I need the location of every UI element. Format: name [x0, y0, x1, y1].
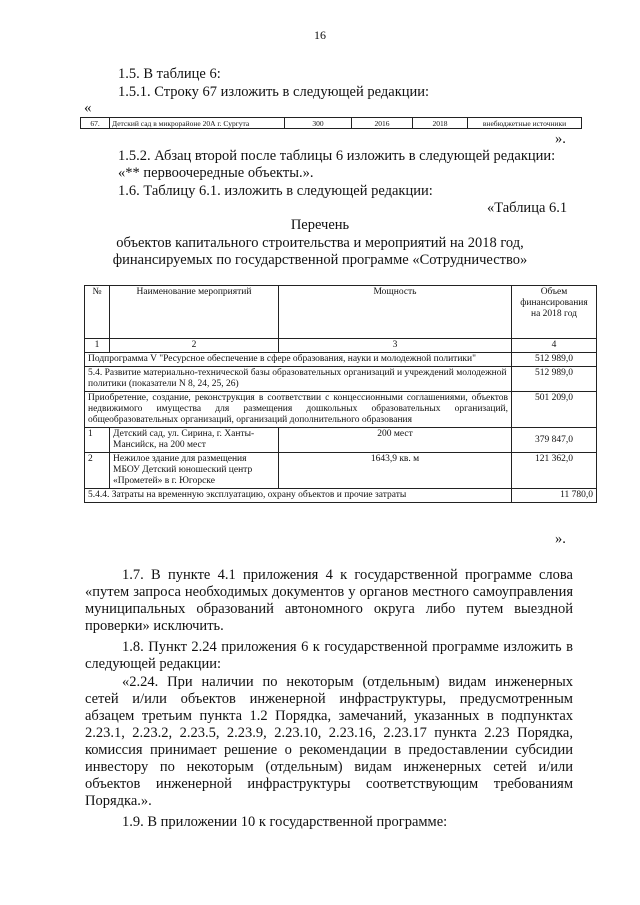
table-header-row — [85, 286, 597, 339]
table-row — [85, 392, 597, 428]
item-2-capacity: 1643,9 кв. м — [279, 453, 512, 489]
table-row — [85, 428, 597, 453]
row67-year-start: 2016 — [352, 118, 413, 129]
table-row — [81, 118, 582, 129]
clause-1-5-1: 1.5.1. Строку 67 изложить в следующей редакции: — [118, 84, 430, 100]
clause-1-5-2: 1.5.2. Абзац второй после таблицы 6 изложить в следующей редакции: — [118, 148, 556, 164]
col-number-1: 1 — [85, 339, 110, 353]
row67-capacity: 300 — [285, 118, 352, 129]
list-subtitle-1: объектов капитального строительства и мероприятий на 2018 год, — [116, 235, 524, 251]
table-row — [85, 489, 597, 503]
table-row — [85, 453, 597, 489]
page-number: 16 — [314, 28, 326, 42]
table-row — [85, 367, 597, 392]
row67-year-end: 2018 — [413, 118, 468, 129]
col-number-4: 4 — [512, 339, 597, 353]
header-num: № — [85, 286, 110, 339]
table-row — [85, 339, 597, 353]
item-5-4-value: 512 989,0 — [512, 367, 597, 392]
clause-1-9: 1.9. В приложении 10 к государственной программе: — [122, 814, 448, 830]
table-label: «Таблица 6.1 — [487, 200, 568, 216]
clause-2-24: «2.24. При наличии по некоторым (отдельным) видам инженерных сетей и/или объектов инженерной инфраструктуры, предусмотренным абзацем третьим пункта 1.2 Порядка, замечаний, указанных в подпунктах 2.23.1, 2.23.2, 2.23.5, 2.23.9, 2.23.10, 2.23.16, 2.23.17 пункта 2.23 Порядка, комиссия принимает решение о рекомендации в предоставлении субсидии инвестору по некоторым (отдельным) видам инженерных сетей и/или объектов инженерной инфраструктуры соответствующим требованиям Порядка.». — [85, 674, 573, 809]
acquisition-text: Приобретение, создание, реконструкция в соответствии с концессионными соглашениями, объектов недвижимого имущества для размещения дошкольных образовательных организаций, общеобразовательных организаций, организаций дополнительного образования — [85, 392, 512, 428]
col-number-2: 2 — [110, 339, 279, 353]
clause-1-5-2-text: «** первоочередные объекты.». — [118, 165, 314, 181]
item-5-4-text: 5.4. Развитие материально-технической базы образовательных организаций и учреждений молодежной политики (показатели N 8, 24, 25, 26) — [85, 367, 512, 392]
clause-1-6: 1.6. Таблицу 6.1. изложить в следующей редакции: — [118, 183, 433, 199]
header-capacity: Мощность — [279, 286, 512, 339]
item-1-value: 379 847,0 — [512, 428, 597, 453]
item-1-name: Детский сад, ул. Сирина, г. Ханты-Мансийск, на 200 мест — [110, 428, 279, 453]
row67-source: внебюджетные источники — [468, 118, 582, 129]
header-name: Наименование мероприятий — [110, 286, 279, 339]
subprogram-5-value: 512 989,0 — [512, 353, 597, 367]
list-title: Перечень — [290, 217, 350, 233]
header-funding: Объем финансирования на 2018 год — [512, 286, 597, 339]
row67-name: Детский сад в микрорайоне 20А г. Сургута — [110, 118, 285, 129]
close-quote-1: ». — [555, 131, 566, 147]
item-5-4-4-text: 5.4.4. Затраты на временную эксплуатацию, охрану объектов и прочие затраты — [85, 489, 512, 503]
acquisition-value: 501 209,0 — [512, 392, 597, 428]
item-1-num: 1 — [85, 428, 110, 453]
objects-table — [84, 285, 597, 503]
item-2-value: 121 362,0 — [512, 453, 597, 489]
row-67-table — [80, 117, 582, 129]
item-2-num: 2 — [85, 453, 110, 489]
clause-1-5: 1.5. В таблице 6: — [118, 66, 221, 82]
item-2-name: Нежилое здание для размещения МБОУ Детский юношеский центр «Прометей» в г. Югорске — [110, 453, 279, 489]
open-quote: « — [84, 100, 92, 116]
col-number-3: 3 — [279, 339, 512, 353]
row67-num: 67. — [81, 118, 110, 129]
clause-1-8: 1.8. Пункт 2.24 приложения 6 к государственной программе изложить в следующей редакции: — [85, 639, 573, 672]
item-1-capacity: 200 мест — [279, 428, 512, 453]
item-5-4-4-value: 11 780,0 — [512, 489, 597, 503]
subprogram-5-text: Подпрограмма V "Ресурсное обеспечение в сфере образования, науки и молодежной политики" — [85, 353, 512, 367]
close-quote-2: ». — [555, 531, 566, 547]
clause-1-7: 1.7. В пункте 4.1 приложения 4 к государственной программе слова «путем запроса необходимых документов у органов местного самоуправления муниципальных образований автономного округа либо путем выездной проверки» исключить. — [85, 567, 573, 634]
table-row — [85, 353, 597, 367]
list-subtitle-2: финансируемых по государственной программе «Сотрудничество» — [112, 252, 528, 268]
